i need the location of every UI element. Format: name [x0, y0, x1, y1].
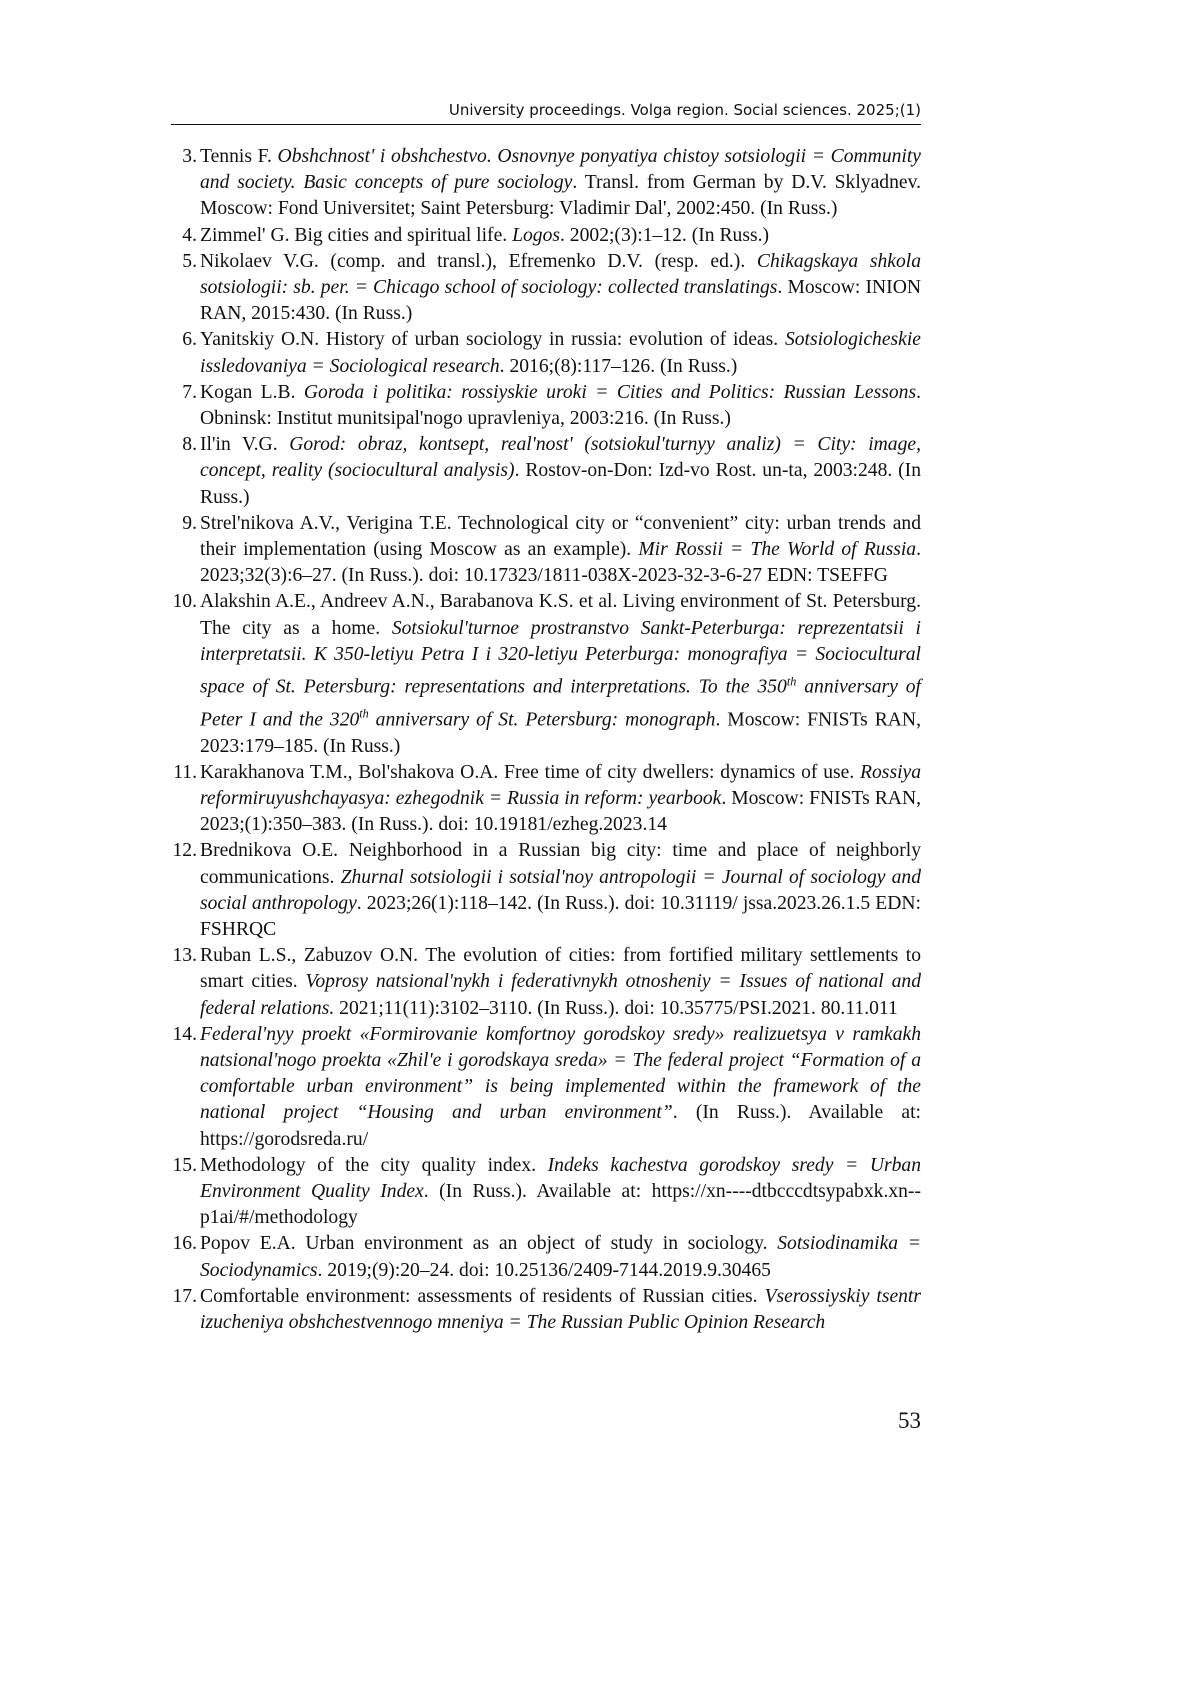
reference-text: Nikolaev V.G. (comp. and transl.), Efremenko D.V. (resp. ed.).: [200, 250, 757, 272]
reference-italic-text: [786, 674, 797, 698]
reference-italic-text: Goroda i politika: rossiyskie uroki = Cities and Politics: Russian Lessons: [303, 381, 917, 403]
reference-italic-text: Rossiya reformiruyushchayasya: ezhegodnik = Russia in reform: yearbook: [200, 761, 921, 809]
reference-italic-text: Voprosy natsional'nykh i federativnykh otnosheniy = Issues of national and federal relations.: [200, 971, 922, 1019]
reference-item: [171, 249, 921, 328]
running-head: University proceedings. Volga region. Social sciences. 2025;(1): [448, 101, 921, 119]
reference-text: . Obninsk: Institut munitsipal'nogo upravleniya, 2003:216. (In Russ.): [200, 381, 921, 430]
reference-italic-text: [359, 706, 369, 730]
reference-italic-text: Federal'nyy proekt «Formirovanie komfortnoy gorodskoy sredy» realizuetsya v ramkakh natsional'nogo proekta «Zhil'e i gorodskaya sreda» = The federal project “Formation of a comfortable urban environment” is being implemented within the framework of the national project “Housing and urban environment”: [200, 1023, 921, 1124]
reference-item: [171, 943, 921, 1022]
reference-item: [171, 432, 921, 511]
reference-item: [171, 511, 921, 590]
reference-text: . (In Russ.). Available at: https://xn----dtbcccdtsypabxk.xn--p1ai/#/methodology: [200, 1180, 921, 1229]
reference-item: [171, 1153, 921, 1232]
reference-text: . 2016;(8):117–126. (In Russ.): [499, 355, 738, 377]
reference-text: Alakshin A.E., Andreev A.N., Barabanova K.S. et al. Living environment of St. Petersburg. The city as a home.: [200, 591, 921, 639]
reference-text: . 2002;(3):1–12. (In Russ.): [560, 224, 769, 246]
reference-italic-text: Sotsiodinamika = Sociodynamics: [200, 1233, 921, 1281]
reference-number: 17.: [172, 1285, 197, 1307]
reference-number: 3.: [182, 146, 197, 167]
reference-text: Karakhanova T.M., Bol'shakova O.A. Free time of city dwellers: dynamics of use.: [200, 761, 861, 783]
reference-text: 2021;11(11):3102–3110. (In Russ.). doi: 10.35775/PSI.2021. 80.11.011: [334, 997, 898, 1019]
reference-number: 8.: [182, 434, 197, 456]
reference-text: Methodology of the city quality index.: [200, 1154, 548, 1176]
reference-item: [171, 1284, 921, 1336]
reference-number: 13.: [172, 945, 197, 967]
reference-number: 5.: [182, 250, 197, 272]
reference-italic-text: Mir Rossii = The World of Russia: [638, 539, 917, 561]
page-number: 53: [898, 1408, 921, 1433]
reference-item: [171, 838, 921, 943]
reference-item: [171, 327, 921, 379]
reference-italic-text: Vserossiyskiy tsentr izucheniya obshchestvennogo mneniya = The Russian Public Opinion Research: [200, 1285, 922, 1333]
reference-text: Brednikova O.E. Neighborhood in a Russian big city: time and place of neighborly communications.: [200, 840, 921, 888]
reference-number: 7.: [182, 381, 197, 403]
reference-number: 4.: [182, 224, 197, 246]
reference-italic-text: anniversary of Peter I and the 320: [200, 676, 921, 731]
reference-text: Comfortable environment: assessments of residents of Russian cities.: [200, 1285, 765, 1307]
reference-item: [171, 144, 921, 223]
reference-number: 14.: [172, 1023, 197, 1045]
reference-italic-text: Logos: [512, 224, 560, 246]
reference-text: . 2023;32(3):6–27. (In Russ.). doi: 10.17323/1811-038X-2023-32-3-6-27 EDN: TSEFFG: [200, 539, 921, 587]
reference-number: 16.: [172, 1233, 197, 1255]
reference-number: 12.: [172, 840, 197, 862]
reference-text: . Transl. from German by D.V. Sklyadnev. Moscow: Fond Universitet; Saint Petersburg: Vladimir Dal', 2002:450. (In Russ.): [200, 172, 921, 220]
reference-italic-text: anniversary of St. Petersburg: monograph: [368, 709, 716, 731]
superscript-text: th: [786, 674, 797, 689]
reference-text: Strel'nikova A.V., Verigina T.E. Technological city or “convenient” city: urban trends and their implementation (using Moscow as an example).: [200, 512, 921, 561]
superscript-text: th: [359, 706, 369, 721]
reference-text: Tennis F.: [200, 146, 278, 167]
reference-italic-text: Sotsiokul'turnoe prostranstvo Sankt-Peterburga: reprezentatsii i interpretatsii. K 350-letiyu Petra I i 320-letiyu Peterburga: monografiya = Sociocultural space of St. Petersburg: representations and interpretations. To the 350: [200, 617, 921, 698]
reference-item: [171, 760, 921, 839]
reference-number: 6.: [182, 329, 197, 351]
reference-item: [171, 223, 921, 249]
reference-italic-text: Chikagskaya shkola sotsiologii: sb. per. = Chicago school of sociology: collected translatings: [200, 250, 921, 299]
reference-item: [171, 589, 921, 759]
reference-text: Ruban L.S., Zabuzov O.N. The evolution of cities: from fortified military settlements to smart cities.: [200, 945, 921, 993]
reference-item: [171, 380, 921, 432]
reference-text: . 2019;(9):20–24. doi: 10.25136/2409-7144.2019.9.30465: [317, 1259, 771, 1281]
reference-item: [171, 1231, 921, 1283]
reference-text: . Moscow: FNISTs RAN, 2023;(1):350–383. (In Russ.). doi: 10.19181/ezheg.2023.14: [200, 787, 921, 836]
reference-text: Il'in V.G.: [200, 434, 290, 456]
reference-number: 9.: [182, 512, 197, 534]
reference-item: [171, 1022, 921, 1153]
reference-italic-text: Obshchnost' i obshchestvo. Osnovnye ponyatiya chistoy sotsiologii = Community and society. Basic concepts of pure sociology: [200, 146, 922, 194]
reference-number: 15.: [172, 1154, 197, 1176]
reference-text: . (In Russ.). Available at: https://gorodsreda.ru/: [200, 1102, 921, 1150]
reference-italic-text: Indeks kachestva gorodskoy sredy = Urban Environment Quality Index: [200, 1154, 921, 1202]
reference-text: Kogan L.B.: [200, 381, 304, 403]
reference-italic-text: Sotsiologicheskie issledovaniya = Sociological research: [200, 329, 921, 377]
reference-text: Yanitskiy O.N. History of urban sociology in russia: evolution of ideas.: [200, 329, 785, 351]
reference-number: 10.: [172, 591, 197, 613]
header-rule: [171, 124, 921, 125]
reference-text: . Moscow: FNISTs RAN, 2023:179–185. (In Russ.): [200, 709, 921, 757]
reference-number: 11.: [173, 761, 197, 783]
reference-italic-text: Zhurnal sotsiologii i sotsial'noy antropologii = Journal of sociology and social anthropology: [200, 866, 921, 914]
reference-text: Zimmel' G. Big cities and spiritual life.: [200, 224, 513, 246]
reference-list: [171, 144, 921, 1336]
reference-text: . 2023;26(1):118–142. (In Russ.). doi: 10.31119/ jssa.2023.26.1.5 EDN: FSHRQC: [200, 892, 921, 940]
reference-text: . Rostov-on-Don: Izd-vo Rost. un-ta, 2003:248. (In Russ.): [200, 460, 921, 508]
reference-text: . Moscow: INION RAN, 2015:430. (In Russ.): [200, 277, 921, 325]
reference-text: Popov E.A. Urban environment as an object of study in sociology.: [200, 1233, 778, 1255]
reference-italic-text: Gorod: obraz, kontsept, real'nost' (sotsiokul'turnyy analiz) = City: image, concept, reality (sociocultural analysis): [200, 434, 921, 482]
